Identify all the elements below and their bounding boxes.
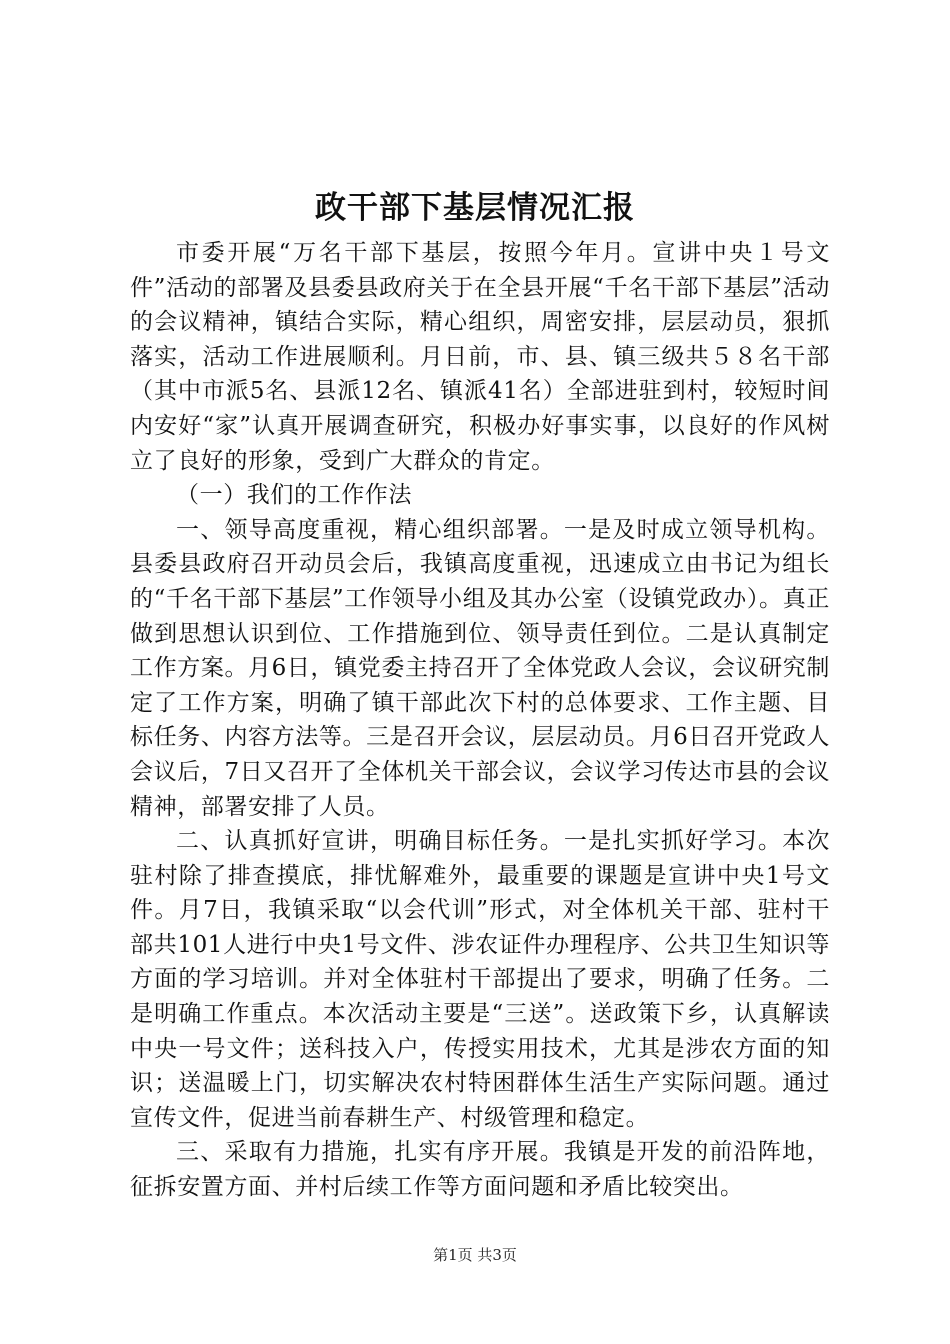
paragraph-intro: 市委开展“万名干部下基层，按照今年月。宣讲中央１号文件”活动的部署及县委县政府关于在全县开展“千名干部下基层”活动的会议精神，镇结合实际，精心组织，周密安排，层层动员，狠抓落实，活动工作进展顺利。月日前，市、县、镇三级共５８名干部（其中市派5名、县派12名、镇派41名）全部进驻到村，较短时间内安好“家”认真开展调查研究，积极办好事实事，以良好的作风树立了良好的形象，受到广大群众的肯定。 bbox=[130, 240, 830, 474]
section-heading: （一）我们的工作作法 bbox=[176, 482, 412, 509]
document-title: 政干部下基层情况汇报 bbox=[315, 190, 635, 226]
paragraph-item-3: 三、采取有力措施，扎实有序开展。我镇是开发的前沿阵地，征拆安置方面、并村后续工作等方面问题和矛盾比较突出。 bbox=[130, 1139, 830, 1201]
paragraph-item-2: 二、认真抓好宣讲，明确目标任务。一是扎实抓好学习。本次驻村除了排查摸底，排忧解难外，最重要的课题是宣讲中央1号文件。月7日，我镇采取“以会代训”形式，对全体机关干部、驻村干部共101人进行中央1号文件、涉农证件办理程序、公共卫生知识等方面的学习培训。并对全体驻村干部提出了要求，明确了任务。二是明确工作重点。本次活动主要是“三送”。送政策下乡，认真解读中央一号文件；送科技入户，传授实用技术，尤其是涉农方面的知识；送温暖上门，切实解决农村特困群体生活生产实际问题。通过宣传文件，促进当前春耕生产、村级管理和稳定。 bbox=[130, 828, 830, 1131]
page-number-footer: 第1页 共3页 bbox=[433, 1246, 517, 1264]
paragraph-item-1: 一、领导高度重视，精心组织部署。一是及时成立领导机构。县委县政府召开动员会后，我镇高度重视，迅速成立由书记为组长的“千名干部下基层”工作领导小组及其办公室（设镇党政办）。真正做到思想认识到位、工作措施到位、领导责任到位。二是认真制定工作方案。月6日，镇党委主持召开了全体党政人会议，会议研究制定了工作方案，明确了镇干部此次下村的总体要求、工作主题、目标任务、内容方法等。三是召开会议，层层动员。月6日召开党政人会议后，7日又召开了全体机关干部会议，会议学习传达市县的会议精神，部署安排了人员。 bbox=[130, 516, 830, 820]
document-body bbox=[130, 236, 830, 1205]
